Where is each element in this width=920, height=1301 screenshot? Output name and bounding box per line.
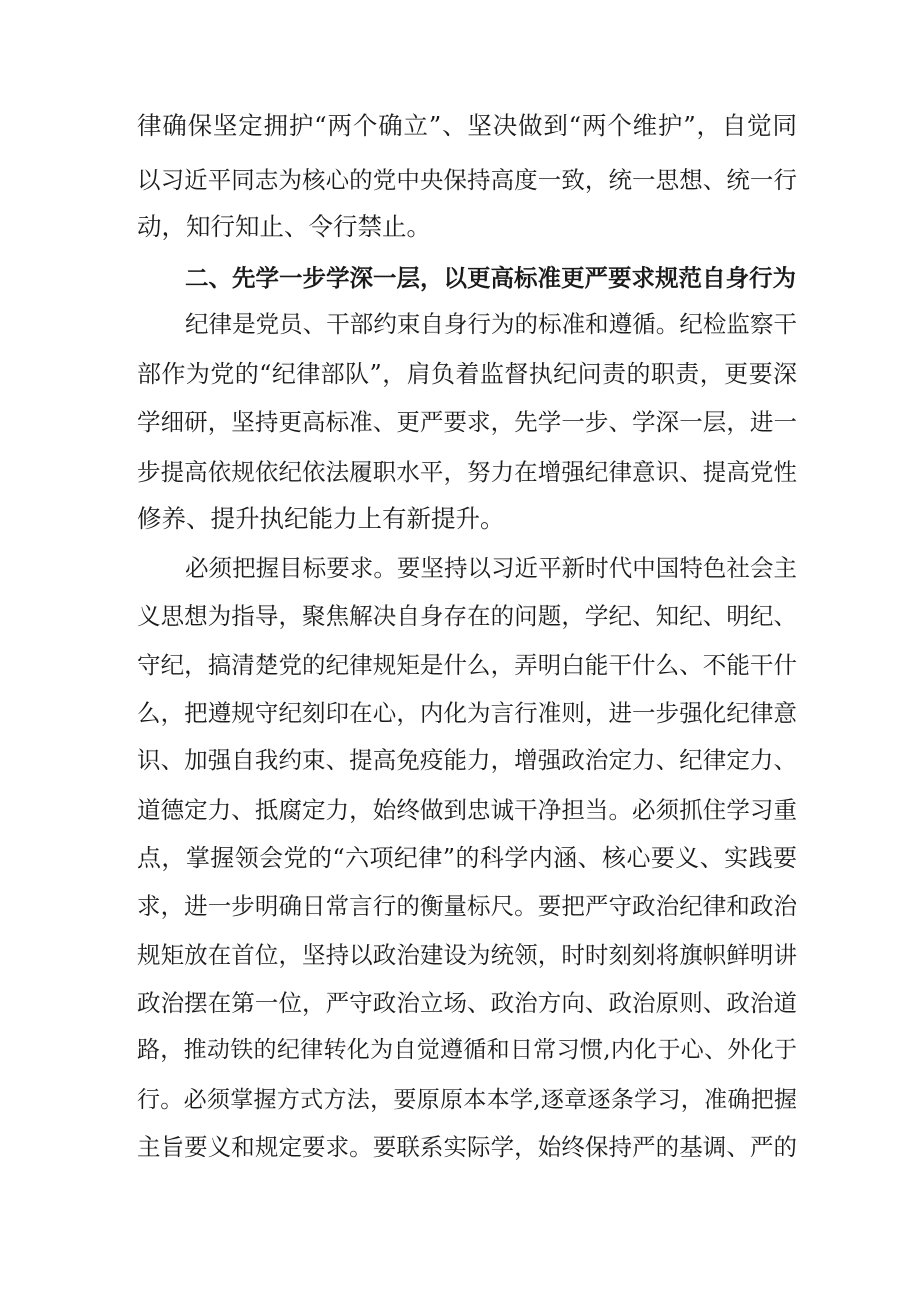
paragraph-2-line-1: 必须把握目标要求。要坚持以习近平新时代中国特色社会主 <box>185 554 797 582</box>
paragraph-1-line-3: 学细研，坚持更高标准、更严要求，先学一步、学深一层，进一 <box>137 408 797 436</box>
paragraph-2-line-4: 么，把遵规守纪刻印在心，内化为言行准则，进一步强化纪律意 <box>137 699 797 727</box>
paragraph-2-line-11: 路，推动铁的纪律转化为自觉遵循和日常习惯,内化于心、外化于 <box>137 1037 797 1063</box>
text-line-1: 律确保坚定拥护“两个确立”、坚决做到“两个维护”，自觉同 <box>137 111 797 140</box>
paragraph-2-line-2: 义思想为指导，聚焦解决自身存在的问题，学纪、知纪、明纪、 <box>137 602 797 630</box>
paragraph-2-line-12: 行。必须掌握方式方法，要原原本本学,逐章逐条学习，准确把握 <box>137 1087 797 1113</box>
text-line-3: 动，知行知止、令行禁止。 <box>137 212 431 241</box>
paragraph-2-line-5: 识、加强自我约束、提高免疫能力，增强政治定力、纪律定力、 <box>137 746 797 774</box>
paragraph-1-line-5: 修养、提升执纪能力上有新提升。 <box>137 504 505 533</box>
paragraph-1-line-4: 步提高依规依纪依法履职水平，努力在增强纪律意识、提高党性 <box>137 458 797 486</box>
section-heading: 二、先学一步学深一层，以更高标准更严要求规范自身行为 <box>185 264 796 292</box>
paragraph-2-line-7: 点，掌握领会党的“六项纪律”的科学内涵、核心要义、实践要 <box>137 844 797 872</box>
paragraph-2-line-3: 守纪，搞清楚党的纪律规矩是什么，弄明白能干什么、不能干什 <box>137 651 797 679</box>
paragraph-2-line-13: 主旨要义和规定要求。要联系实际学，始终保持严的基调、严的 <box>137 1133 797 1161</box>
paragraph-2-line-10: 政治摆在第一位，严守政治立场、政治方向、政治原则、政治道 <box>137 989 797 1017</box>
paragraph-2-line-9: 规矩放在首位，坚持以政治建设为统领，时时刻刻将旗帜鲜明讲 <box>137 941 797 969</box>
paragraph-1-line-2: 部作为党的“纪律部队”，肩负着监督执纪问责的职责，更要深 <box>137 360 797 388</box>
paragraph-2-line-8: 求，进一步明确日常言行的衡量标尺。要把严守政治纪律和政治 <box>137 892 797 920</box>
text-line-2: 以习近平同志为核心的党中央保持高度一致，统一思想、统一行 <box>137 166 797 194</box>
paragraph-1-line-1: 纪律是党员、干部约束自身行为的标准和遵循。纪检监察干 <box>185 310 797 338</box>
paragraph-2-line-6: 道德定力、抵腐定力，始终做到忠诚干净担当。必须抓住学习重 <box>137 796 797 824</box>
